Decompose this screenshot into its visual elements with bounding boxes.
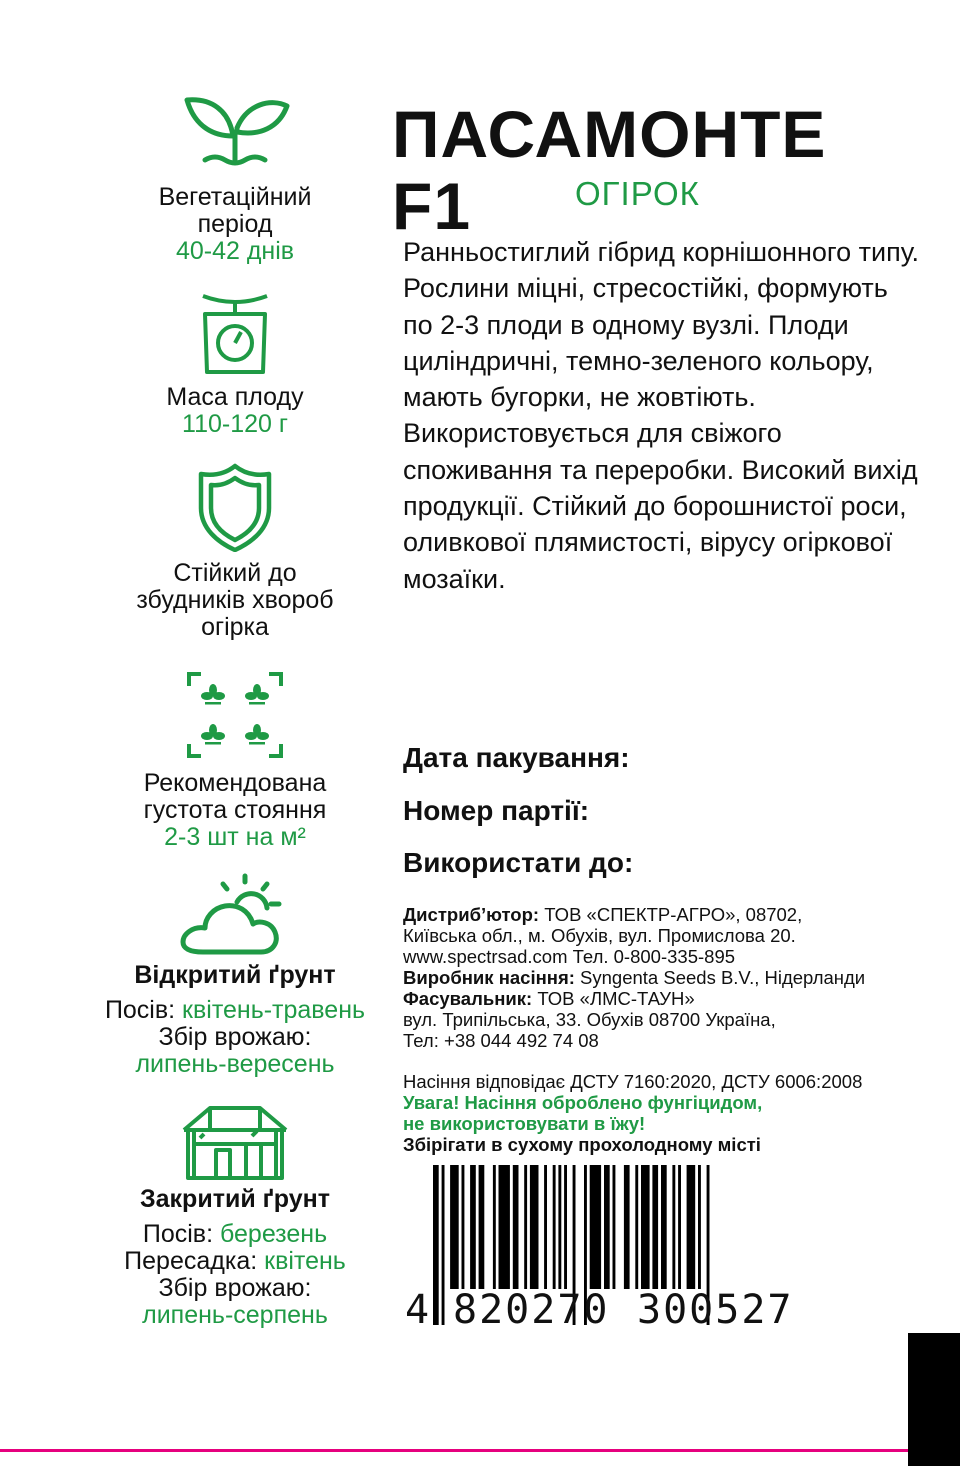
barcode-bar bbox=[672, 1165, 675, 1289]
feature-closed-ground bbox=[70, 1104, 400, 1329]
feature-mass bbox=[70, 290, 400, 438]
feature-density bbox=[70, 670, 400, 851]
resistance-line-3: огірка bbox=[201, 613, 269, 641]
closed-ground-transplant: Пересадка: квітень bbox=[124, 1247, 346, 1275]
plant-grid-icon bbox=[185, 670, 285, 760]
density-label-2: густота стояння bbox=[143, 796, 327, 824]
barcode-bar bbox=[499, 1165, 510, 1289]
barcode-bar bbox=[544, 1165, 547, 1289]
barcode-bar bbox=[462, 1165, 465, 1289]
barcode-bar bbox=[479, 1165, 485, 1289]
feature-open-ground bbox=[70, 872, 400, 1078]
barcode-bar bbox=[524, 1165, 527, 1289]
barcode-bar bbox=[442, 1165, 445, 1325]
vegetation-value: 40-42 днів bbox=[175, 237, 295, 265]
density-value: 2-3 шт на м² bbox=[164, 823, 306, 851]
resistance-line-2: збудників хвороб bbox=[136, 586, 334, 614]
barcode-bar bbox=[661, 1165, 667, 1289]
mass-value: 110-120 г bbox=[182, 410, 288, 438]
barcode-bar bbox=[624, 1165, 630, 1289]
feature-vegetation bbox=[70, 92, 400, 265]
barcode-bar bbox=[513, 1165, 519, 1289]
density-label-1: Рекомендована bbox=[143, 769, 327, 797]
barcode-bar bbox=[678, 1165, 681, 1289]
corner-block bbox=[908, 1333, 960, 1466]
barcode-bar bbox=[433, 1165, 439, 1325]
barcode-group-1: 820270 bbox=[453, 1287, 610, 1333]
barcode-bar bbox=[493, 1165, 496, 1289]
barcode-bar bbox=[553, 1165, 556, 1289]
open-ground-harvest-value: липень-вересень bbox=[135, 1050, 335, 1078]
product-title: ПАСАМОНТЕ F1 bbox=[392, 97, 827, 243]
closed-ground-sowing: Посів: березень bbox=[142, 1220, 328, 1248]
standard-text: Насіння відповідає ДСТУ 7160:2020, ДСТУ 6006:2008 bbox=[403, 1071, 863, 1092]
sprout-icon bbox=[175, 92, 295, 172]
barcode-bar bbox=[604, 1165, 610, 1289]
resistance-line-1: Стійкий до bbox=[173, 559, 297, 587]
warning-line-2: не використовувати в їжу! bbox=[403, 1113, 646, 1134]
greenhouse-icon bbox=[180, 1104, 290, 1180]
barcode-bar bbox=[450, 1165, 459, 1289]
warning-line-1: Увага! Насіння оброблено фунгіцидом, bbox=[403, 1092, 763, 1113]
open-ground-title: Відкритий ґрунт bbox=[134, 961, 336, 989]
mass-label: Маса плоду bbox=[166, 383, 304, 411]
closed-ground-harvest-value: липень-серпень bbox=[142, 1301, 328, 1329]
product-description: Ранньостиглий гібрид корнішонного типу. Рослини міцні, стресостійкі, формують по 2-3 плоди в одному вузлі. Плоди циліндричні, темно-зеленого кольору, мають бугорки, не жовтіють. Використовується для свіжого споживання та переробки. Високий вихід продукції. Стійкий до борошнистої роси, оливкової плямистості, вірусу огіркової мозаїки. bbox=[403, 237, 920, 594]
closed-ground-title: Закритий ґрунт bbox=[139, 1185, 330, 1213]
open-ground-sowing: Посів: квітень-травень bbox=[104, 996, 366, 1024]
barcode-group-2: 300527 bbox=[637, 1287, 794, 1333]
barcode-bar bbox=[590, 1165, 601, 1289]
barcode-bar bbox=[635, 1165, 638, 1289]
storage-text: Збірігати в сухому прохолодному місті bbox=[403, 1134, 761, 1155]
barcode-bar bbox=[687, 1165, 696, 1289]
barcode-digit-first: 4 bbox=[405, 1287, 430, 1333]
feature-resistance bbox=[70, 462, 400, 641]
distributor-info: Дистриб’ютор: ТОВ «СПЕКТР-АГРО», 08702, Київська обл., м. Обухів, вул. Промислова 20. www.spectrsad.com Тел. 0-800-335-895 Виробник насіння: Syngenta Seeds B.V., Нідерланди Фасувальник: ТОВ «ЛМС-ТАУН» вул. Трипільська, 33. Обухів 08700 Україна, Тел: +38 044 492 74 08 bbox=[403, 904, 866, 1051]
sun-cloud-icon bbox=[175, 872, 295, 956]
batch-label: Номер партії: bbox=[403, 795, 590, 826]
closed-ground-harvest-label: Збір врожаю: bbox=[158, 1274, 312, 1302]
barcode bbox=[405, 1165, 805, 1335]
vegetation-label-1: Вегетаційний bbox=[158, 183, 312, 211]
barcode-bar bbox=[652, 1165, 658, 1289]
product-subtitle: ОГІРОК bbox=[575, 175, 700, 212]
barcode-bar bbox=[564, 1165, 567, 1289]
open-ground-harvest-label: Збір врожаю: bbox=[158, 1023, 312, 1051]
barcode-bar bbox=[641, 1165, 650, 1289]
vegetation-label-2: період bbox=[197, 210, 273, 238]
shield-icon bbox=[195, 462, 275, 552]
barcode-bar bbox=[698, 1165, 701, 1289]
certification-info bbox=[403, 1071, 923, 1155]
pack-date-label: Дата пакування: bbox=[403, 742, 630, 773]
use-by-label: Використати до: bbox=[403, 847, 634, 878]
barcode-bar bbox=[613, 1165, 616, 1289]
barcode-bar bbox=[470, 1165, 476, 1289]
barcode-bar bbox=[558, 1165, 561, 1289]
scale-icon bbox=[195, 290, 275, 376]
bottom-stripe bbox=[0, 1449, 908, 1452]
barcode-bar bbox=[530, 1165, 539, 1289]
